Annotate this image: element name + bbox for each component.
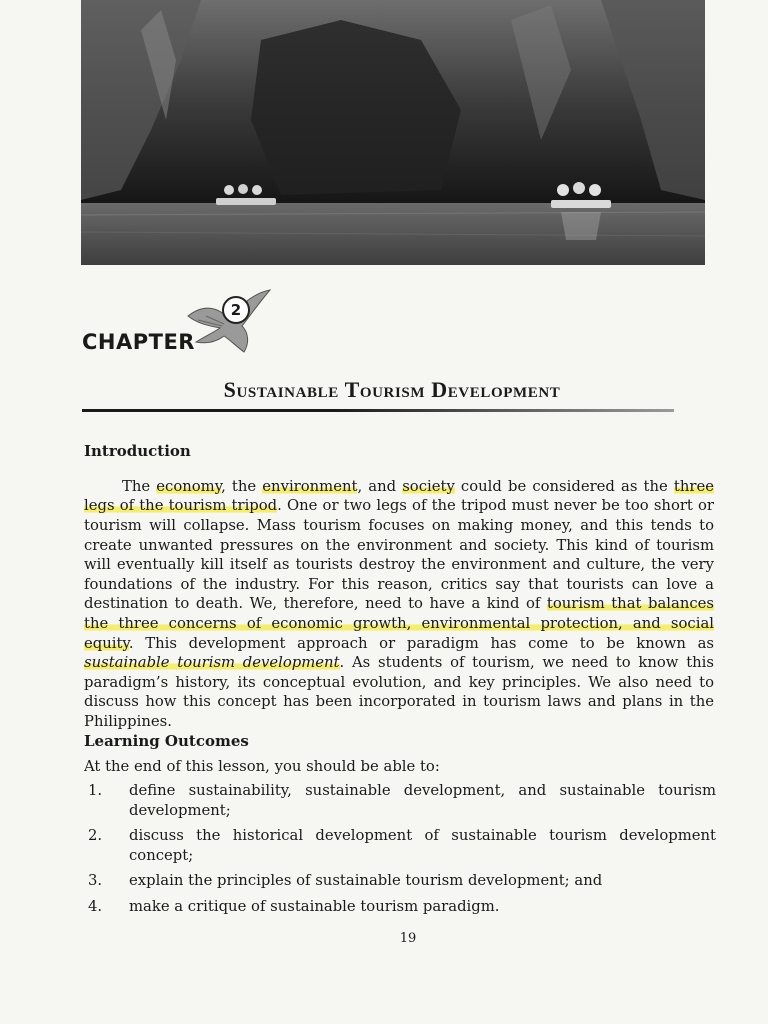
highlighted-text: society	[402, 477, 455, 495]
paragraph-text: could be considered as the	[454, 477, 674, 495]
list-text: define sustainability, sustainable development, and sustainable tourism development;	[129, 782, 716, 819]
title-divider	[82, 409, 674, 412]
list-number: 4.	[88, 897, 103, 915]
chapter-number: 2	[222, 296, 250, 324]
introduction-paragraph	[84, 477, 714, 732]
introduction-heading: Introduction	[84, 442, 191, 460]
paragraph-text: . This development approach or paradigm has come to be known as	[128, 634, 714, 652]
paragraph-text: . As students of tourism, we need to know this paradigm’s history, its conceptual evolution, and key principles. We also need to discuss how this concept has been incorporated in tourism laws and plans in the Philippines.	[84, 654, 714, 730]
learning-outcome-item	[84, 897, 716, 917]
highlighted-text: economy	[156, 477, 222, 495]
learning-outcomes-intro: At the end of this lesson, you should be able to:	[84, 758, 440, 775]
learning-outcome-item	[84, 781, 716, 820]
paragraph-text: , the	[221, 477, 263, 495]
list-text: make a critique of sustainable tourism paradigm.	[129, 897, 500, 915]
paragraph-text: , and	[357, 477, 403, 495]
list-number: 1.	[88, 782, 103, 799]
highlighted-text: environment	[262, 477, 358, 495]
cave-photo	[81, 0, 705, 265]
paragraph-text: The	[122, 477, 157, 495]
list-number: 3.	[88, 872, 103, 890]
page-number: 19	[399, 931, 417, 946]
list-text: discuss the historical development of sustainable tourism development concept;	[129, 827, 716, 864]
learning-outcomes-list	[84, 781, 716, 923]
chapter-title: Sustainable Tourism Development	[223, 377, 561, 402]
list-text: explain the principles of sustainable tourism development; and	[129, 872, 603, 890]
highlighted-text: tourism that balances the three concerns of economic growth, environmental protection, and social equity	[84, 595, 715, 652]
chapter-label: CHAPTER	[82, 330, 195, 354]
learning-outcomes-heading: Learning Outcomes	[84, 732, 249, 750]
highlighted-text: sustainable tourism development	[84, 654, 340, 672]
paragraph-text: . One or two legs of the tripod must never be too short or tourism will collapse. Mass tourism focuses on making money, and this tends to create unwanted pressures on the environment and society. This kind of tourism will eventually kill itself as tourists destroy the environment and culture, the very foundations of the industry. For this reason, critics say that tourists can love a destination to death. We, therefore, need to have a kind of	[84, 497, 714, 613]
learning-outcome-item	[84, 871, 716, 891]
chapter-header	[82, 286, 382, 366]
highlighted-text: three legs of the tourism tripod	[84, 477, 714, 515]
learning-outcome-item	[84, 826, 716, 865]
list-number: 2.	[88, 827, 103, 845]
